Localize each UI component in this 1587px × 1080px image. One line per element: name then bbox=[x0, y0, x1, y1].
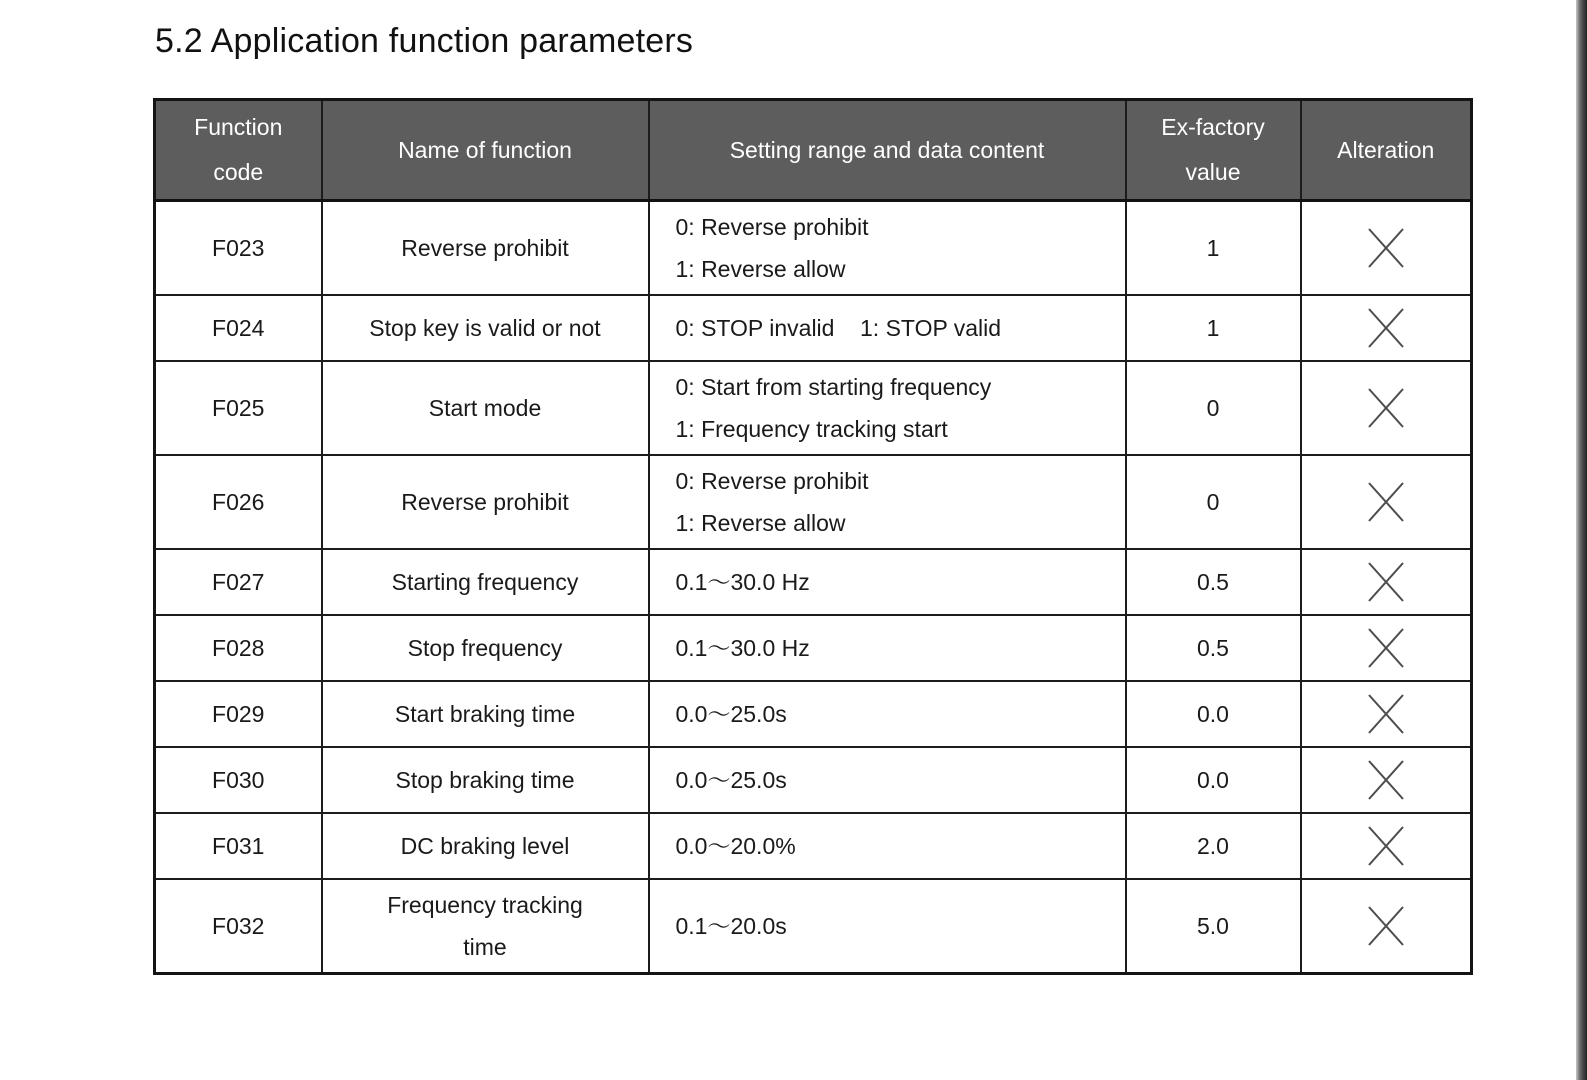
text-line: DC braking level bbox=[400, 833, 570, 859]
table-body bbox=[155, 201, 1472, 974]
table-row bbox=[155, 549, 1472, 615]
cell-function-code: F026 bbox=[155, 455, 322, 549]
cross-icon bbox=[1366, 479, 1406, 525]
cell-function-code: F032 bbox=[155, 879, 322, 974]
table-row bbox=[155, 747, 1472, 813]
cell-setting-range bbox=[649, 813, 1126, 879]
cell-alteration bbox=[1301, 361, 1472, 455]
text-line: Start braking time bbox=[394, 701, 576, 727]
text-line: Stop key is valid or not bbox=[369, 315, 601, 341]
cell-alteration bbox=[1301, 879, 1472, 974]
cross-icon bbox=[1366, 625, 1406, 671]
table-row bbox=[155, 361, 1472, 455]
cell-setting-range bbox=[649, 747, 1126, 813]
cell-function-name bbox=[322, 549, 649, 615]
column-header bbox=[322, 100, 649, 201]
cell-ex-factory-value: 5.0 bbox=[1126, 879, 1301, 974]
cell-function-code: F023 bbox=[155, 201, 322, 296]
cross-icon bbox=[1366, 305, 1406, 351]
cell-setting-range bbox=[649, 879, 1126, 974]
text-line: 1: Frequency tracking start bbox=[675, 416, 948, 442]
text-line: code bbox=[213, 159, 264, 185]
cell-alteration bbox=[1301, 681, 1472, 747]
cell-function-name bbox=[322, 813, 649, 879]
cell-setting-range bbox=[649, 361, 1126, 455]
table-row bbox=[155, 879, 1472, 974]
column-header bbox=[1126, 100, 1301, 201]
cell-setting-range bbox=[649, 615, 1126, 681]
text-line: 0.1～30.0 Hz bbox=[675, 635, 810, 661]
text-line: 0.0～25.0s bbox=[675, 767, 787, 793]
cell-setting-range bbox=[649, 201, 1126, 296]
cell-ex-factory-value: 1 bbox=[1126, 295, 1301, 361]
table-row bbox=[155, 455, 1472, 549]
text-line: Stop frequency bbox=[407, 635, 563, 661]
cell-setting-range bbox=[649, 681, 1126, 747]
cell-function-name bbox=[322, 455, 649, 549]
section-title: 5.2 Application function parameters bbox=[155, 22, 694, 60]
text-line: Setting range and data content bbox=[729, 136, 1045, 163]
cell-function-name bbox=[322, 879, 649, 974]
cell-alteration bbox=[1301, 615, 1472, 681]
cell-function-name bbox=[322, 615, 649, 681]
text-line: 0: Reverse prohibit bbox=[675, 214, 869, 240]
text-line: Alteration bbox=[1337, 136, 1435, 163]
cell-ex-factory-value: 0.5 bbox=[1126, 615, 1301, 681]
cell-setting-range bbox=[649, 549, 1126, 615]
cell-alteration bbox=[1301, 295, 1472, 361]
table-row bbox=[155, 681, 1472, 747]
column-header bbox=[1301, 100, 1472, 201]
cell-function-name bbox=[322, 361, 649, 455]
table-row bbox=[155, 201, 1472, 296]
cell-function-code: F029 bbox=[155, 681, 322, 747]
cell-ex-factory-value: 1 bbox=[1126, 201, 1301, 296]
table-row bbox=[155, 295, 1472, 361]
table-row bbox=[155, 615, 1472, 681]
table-row bbox=[155, 813, 1472, 879]
text-line: Frequency tracking bbox=[387, 892, 583, 918]
text-line: 0: STOP invalid 1: STOP valid bbox=[675, 315, 1002, 341]
text-line: Ex-factory bbox=[1161, 114, 1265, 140]
cell-ex-factory-value: 2.0 bbox=[1126, 813, 1301, 879]
cell-function-code: F030 bbox=[155, 747, 322, 813]
text-line: Name of function bbox=[398, 136, 572, 163]
cell-ex-factory-value: 0 bbox=[1126, 455, 1301, 549]
text-line: 0.1～30.0 Hz bbox=[675, 569, 810, 595]
cross-icon bbox=[1366, 757, 1406, 803]
cell-alteration bbox=[1301, 455, 1472, 549]
cell-alteration bbox=[1301, 813, 1472, 879]
text-line: 0.0～20.0% bbox=[675, 833, 796, 859]
header-row bbox=[155, 100, 1472, 201]
cell-function-code: F031 bbox=[155, 813, 322, 879]
cross-icon bbox=[1366, 559, 1406, 605]
cross-icon bbox=[1366, 225, 1406, 271]
cell-function-name bbox=[322, 681, 649, 747]
cross-icon bbox=[1366, 691, 1406, 737]
text-line: 0.1～20.0s bbox=[675, 913, 787, 939]
cell-setting-range bbox=[649, 295, 1126, 361]
cell-alteration bbox=[1301, 201, 1472, 296]
page-edge-shadow bbox=[1576, 0, 1587, 1080]
text-line: Reverse prohibit bbox=[401, 235, 569, 261]
cell-ex-factory-value: 0.0 bbox=[1126, 681, 1301, 747]
text-line: Reverse prohibit bbox=[401, 489, 569, 515]
text-line: 0.0～25.0s bbox=[675, 701, 787, 727]
text-line: 1: Reverse allow bbox=[675, 510, 846, 536]
cross-icon bbox=[1366, 385, 1406, 431]
column-header bbox=[155, 100, 322, 201]
text-line: 0: Reverse prohibit bbox=[675, 468, 869, 494]
cell-alteration bbox=[1301, 747, 1472, 813]
text-line: value bbox=[1185, 159, 1241, 185]
table-header bbox=[155, 100, 1472, 201]
parameters-table bbox=[153, 98, 1473, 975]
cell-function-name bbox=[322, 747, 649, 813]
text-line: 1: Reverse allow bbox=[675, 256, 846, 282]
cell-function-code: F024 bbox=[155, 295, 322, 361]
cell-alteration bbox=[1301, 549, 1472, 615]
cell-function-code: F028 bbox=[155, 615, 322, 681]
cell-function-name bbox=[322, 201, 649, 296]
text-line: 0: Start from starting frequency bbox=[675, 374, 992, 400]
cross-icon bbox=[1366, 903, 1406, 949]
cell-setting-range bbox=[649, 455, 1126, 549]
cell-ex-factory-value: 0 bbox=[1126, 361, 1301, 455]
column-header bbox=[649, 100, 1126, 201]
cell-ex-factory-value: 0.5 bbox=[1126, 549, 1301, 615]
text-line: Function bbox=[194, 114, 283, 140]
text-line: Stop braking time bbox=[395, 767, 575, 793]
cell-ex-factory-value: 0.0 bbox=[1126, 747, 1301, 813]
cell-function-code: F027 bbox=[155, 549, 322, 615]
cell-function-name bbox=[322, 295, 649, 361]
text-line: Starting frequency bbox=[391, 569, 579, 595]
cell-function-code: F025 bbox=[155, 361, 322, 455]
text-line: Start mode bbox=[428, 395, 542, 421]
text-line: time bbox=[463, 934, 507, 960]
cross-icon bbox=[1366, 823, 1406, 869]
